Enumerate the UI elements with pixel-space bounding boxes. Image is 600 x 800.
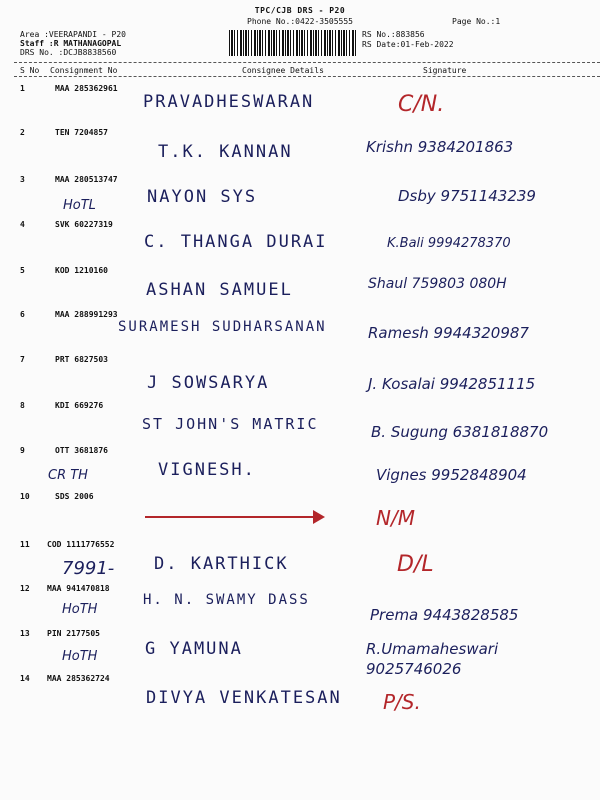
consignee-name: G YAMUNA: [145, 639, 243, 659]
signature: Ramesh 9944320987: [368, 324, 529, 342]
consignee-name: VIGNESH.: [158, 460, 256, 480]
side-note: HoTL: [63, 198, 96, 213]
side-note: CR TH: [48, 468, 88, 483]
consignee-name: D. KARTHICK: [154, 554, 289, 574]
consignee-name: ST JOHN'S MATRIC: [142, 415, 319, 433]
row-sno: 10: [20, 492, 30, 501]
consignee-name: PRAVADHESWARAN: [143, 92, 315, 112]
table-row: [0, 674, 600, 730]
row-sno: 2: [20, 128, 25, 137]
area-label: Area :VEERAPANDI - P20: [20, 30, 126, 39]
row-consignment: MAA 285362724: [47, 674, 110, 683]
row-consignment: KDI 669276: [55, 401, 104, 410]
col-header-consignee: Consignee Details: [242, 66, 324, 75]
col-header-sno: S No: [20, 66, 40, 75]
signature: B. Sugung 6381818870: [371, 423, 549, 441]
consignee-name: SURAMESH SUDHARSANAN: [118, 319, 327, 335]
row-consignment: MAA 285362961: [55, 84, 118, 93]
drs-number: DRS No. :DCJB8838560: [20, 48, 117, 57]
row-consignment: KOD 1210160: [55, 266, 108, 275]
row-sno: 9: [20, 446, 25, 455]
barcode-icon: [229, 30, 357, 56]
row-sno: 1: [20, 84, 25, 93]
signature: R.Umamaheswari 9025746026: [366, 640, 499, 678]
consignee-name: DIVYA VENKATESAN: [146, 688, 342, 708]
signature: P/S.: [383, 690, 421, 714]
consignee-name: C. THANGA DURAI: [144, 232, 328, 252]
row-consignment: MAA 288991293: [55, 310, 118, 319]
signature: N/M: [376, 506, 415, 530]
side-note: HoTH: [62, 602, 98, 617]
signature: Dsby 9751143239: [398, 187, 536, 205]
row-sno: 13: [20, 629, 30, 638]
divider: [14, 76, 600, 77]
row-sno: 12: [20, 584, 30, 593]
row-sno: 11: [20, 540, 30, 549]
divider: [14, 62, 600, 63]
page-number: Page No.:1: [452, 17, 501, 26]
signature: J. Kosalai 9942851115: [368, 375, 536, 393]
document-title: TPC/CJB DRS - P20: [254, 6, 346, 15]
row-consignment: PRT 6827503: [55, 355, 108, 364]
signature: Prema 9443828585: [370, 606, 519, 624]
arrow-icon: [145, 516, 317, 518]
row-sno: 5: [20, 266, 25, 275]
row-sno: 3: [20, 175, 25, 184]
row-consignment: TEN 7204857: [55, 128, 108, 137]
rs-date: RS Date:01-Feb-2022: [362, 40, 454, 49]
side-note: 7991-: [62, 558, 115, 579]
row-sno: 6: [20, 310, 25, 319]
row-sno: 14: [20, 674, 30, 683]
signature: Vignes 9952848904: [376, 466, 527, 484]
arrow-head-icon: [313, 510, 325, 524]
row-sno: 8: [20, 401, 25, 410]
signature: Shaul 759803 080H: [368, 276, 507, 292]
row-consignment: SDS 2006: [55, 492, 94, 501]
col-header-signature: Signature: [423, 66, 467, 75]
consignee-name: H. N. SWAMY DASS: [143, 592, 310, 608]
row-consignment: MAA 941470818: [47, 584, 110, 593]
consignee-name: J SOWSARYA: [147, 373, 270, 393]
row-sno: 4: [20, 220, 25, 229]
row-sno: 7: [20, 355, 25, 364]
signature: Krishn 9384201863: [366, 138, 514, 156]
row-consignment: SVK 60227319: [55, 220, 113, 229]
col-header-consignment: Consignment No: [50, 66, 118, 75]
row-consignment: MAA 280513747: [55, 175, 118, 184]
staff-label: Staff :R MATHANAGOPAL: [20, 39, 122, 48]
consignee-name: T.K. KANNAN: [158, 142, 293, 162]
signature: C/N.: [398, 92, 445, 117]
row-consignment: OTT 3681876: [55, 446, 108, 455]
consignee-name: NAYON SYS: [147, 187, 258, 207]
rs-number: RS No.:883856: [362, 30, 425, 39]
phone-number: Phone No.:0422-3505555: [247, 17, 353, 26]
consignee-name: ASHAN SAMUEL: [146, 280, 293, 300]
signature: D/L: [397, 552, 434, 577]
signature: K.Bali 9994278370: [387, 236, 511, 251]
row-consignment: COD 1111776552: [47, 540, 115, 549]
row-consignment: PIN 2177505: [47, 629, 100, 638]
side-note: HoTH: [62, 649, 98, 664]
